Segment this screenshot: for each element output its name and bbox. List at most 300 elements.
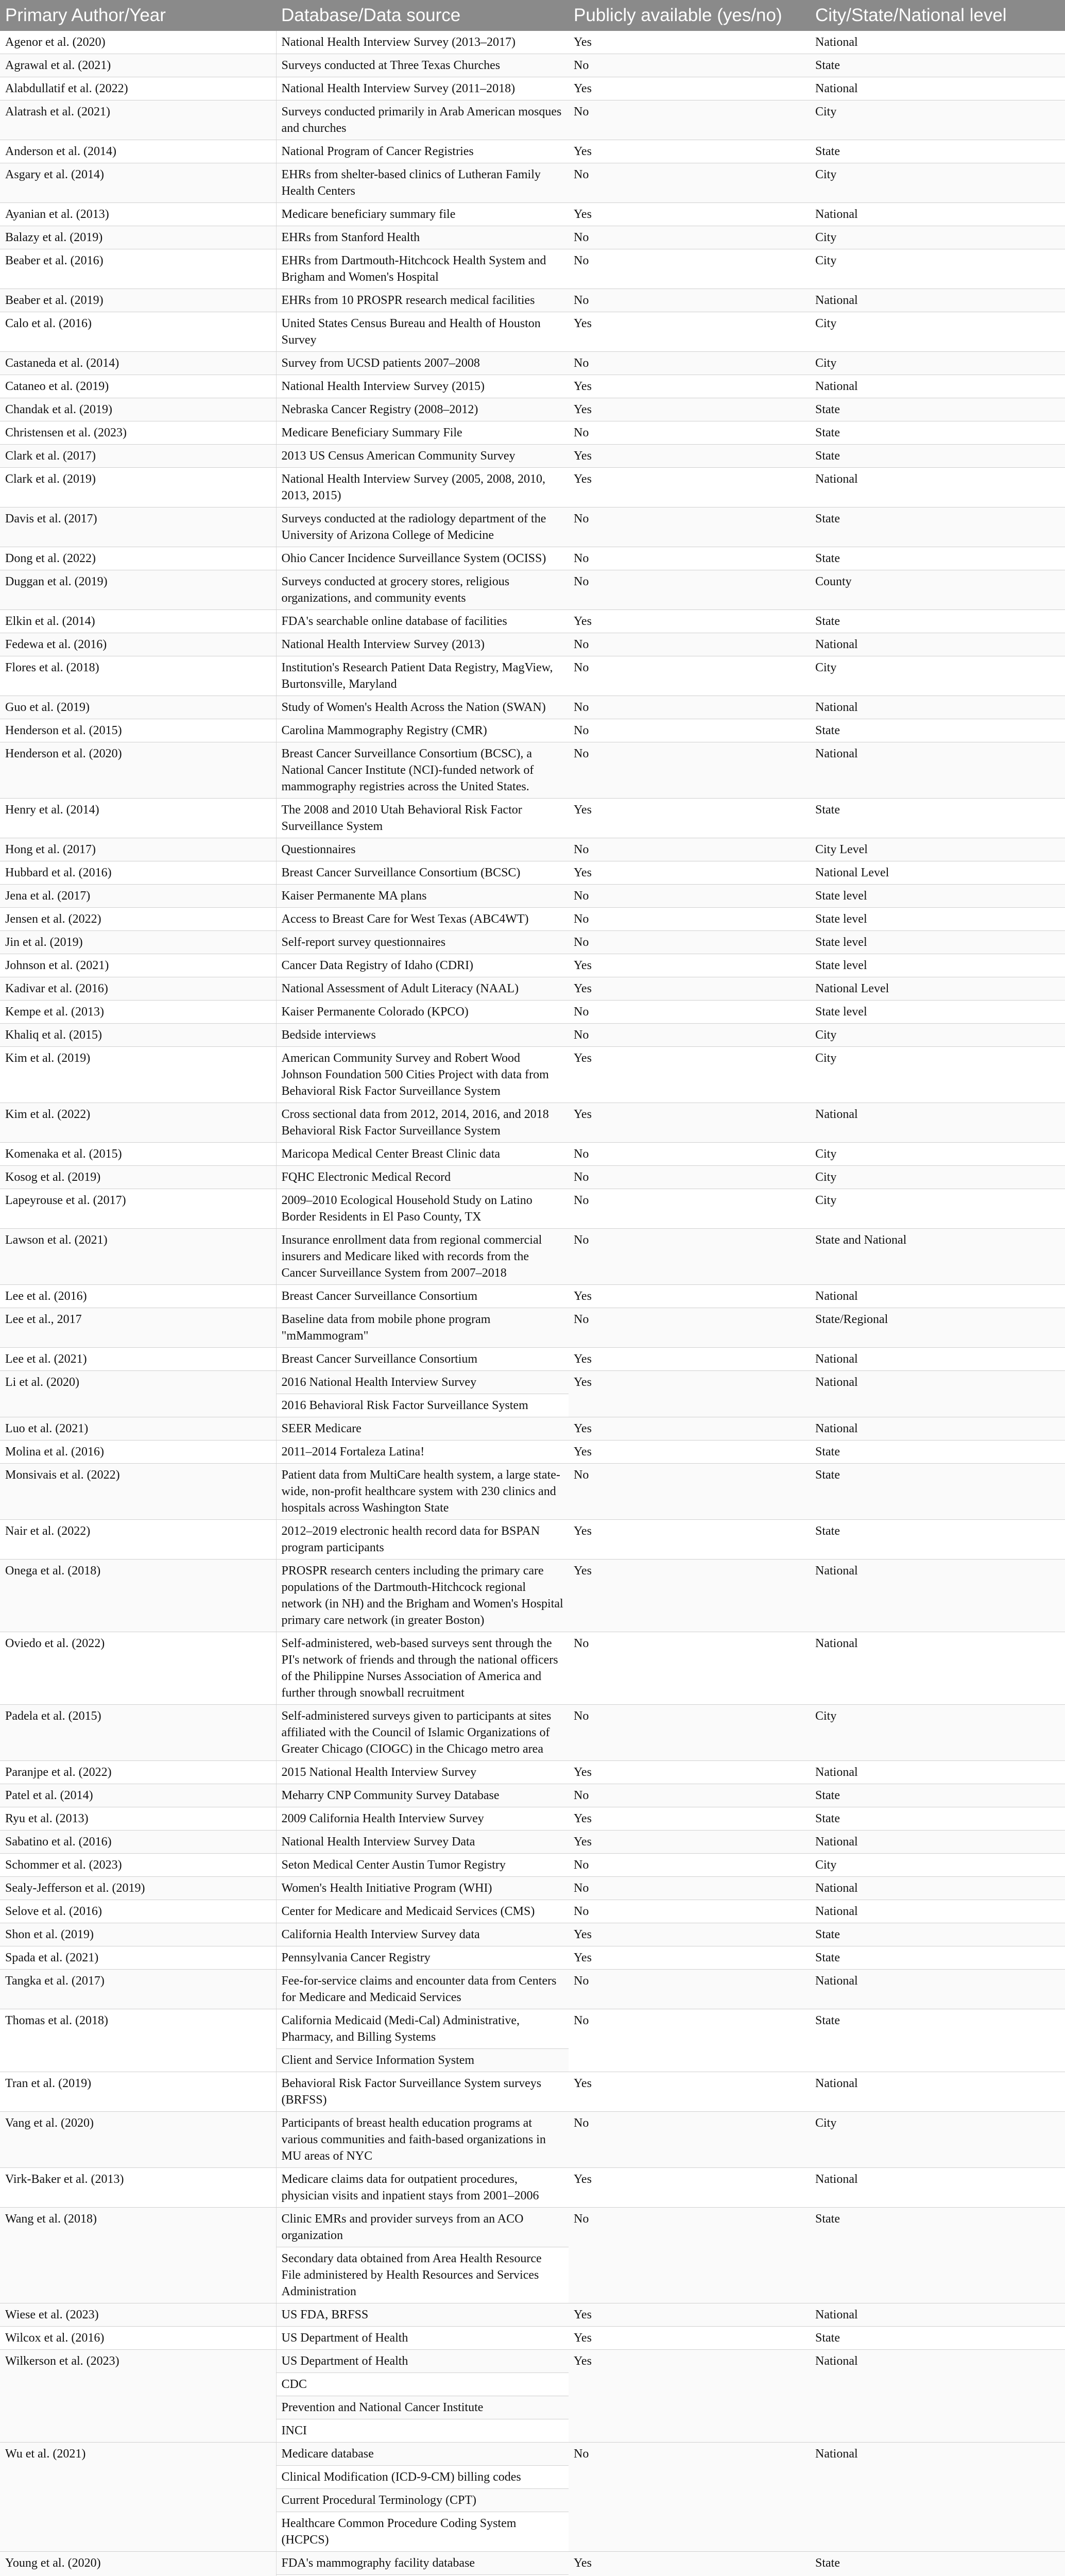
table-row (0, 1047, 1065, 1103)
level-cell: City (810, 100, 1065, 140)
source-cell: Seton Medical Center Austin Tumor Registry (276, 1854, 569, 1877)
table-row (0, 1761, 1065, 1784)
table-row (0, 1285, 1065, 1308)
level-cell: National (810, 1970, 1065, 2009)
source-cell: Survey from UCSD patients 2007–2008 (276, 352, 569, 375)
table-row (0, 908, 1065, 931)
table-row (0, 2072, 1065, 2112)
source-cell: FDA's searchable online database of facilities (276, 610, 569, 633)
source-cell: PROSPR research centers including the primary care populations of the Dartmouth-Hitchcock regional network (in NH) and the Brigham and Women's Hospital primary care network (in greater Boston) (276, 1560, 569, 1632)
public-cell: Yes (569, 977, 810, 1001)
source-cell: Breast Cancer Surveillance Consortium (BCSC), a National Cancer Institute (NCI)-funded network of mammography registries across the United States. (276, 742, 569, 799)
level-cell: National (810, 468, 1065, 507)
source-cell: FQHC Electronic Medical Record (276, 1166, 569, 1189)
author-cell: Luo et al. (2021) (0, 1417, 276, 1440)
source-cell: Breast Cancer Surveillance Consortium (276, 1285, 569, 1308)
author-cell: Paranjpe et al. (2022) (0, 1761, 276, 1784)
level-cell: National (810, 1560, 1065, 1632)
table-body (0, 31, 1065, 2576)
level-cell: City (810, 2112, 1065, 2168)
level-cell: National (810, 742, 1065, 799)
table-row (0, 1229, 1065, 1285)
public-cell: Yes (569, 1923, 810, 1946)
public-cell: Yes (569, 31, 810, 54)
public-cell: No (569, 249, 810, 289)
level-cell: County (810, 570, 1065, 610)
source-cell: National Health Interview Survey (2013) (276, 633, 569, 656)
author-cell: Kim et al. (2022) (0, 1103, 276, 1143)
level-cell: National (810, 1348, 1065, 1371)
table-row (0, 1001, 1065, 1024)
public-cell: Yes (569, 799, 810, 838)
author-cell: Agrawal et al. (2021) (0, 54, 276, 77)
level-cell: State (810, 799, 1065, 838)
table-row (0, 633, 1065, 656)
source-cell: Breast Cancer Surveillance Consortium (276, 1348, 569, 1371)
level-cell: City Level (810, 838, 1065, 861)
source-cell: 2013 US Census American Community Survey (276, 445, 569, 468)
author-cell: Henderson et al. (2015) (0, 719, 276, 742)
public-cell: No (569, 226, 810, 249)
public-cell: No (569, 54, 810, 77)
source-cell: Meharry CNP Community Survey Database (276, 1784, 569, 1807)
source-cell: Cancer Data Registry of Idaho (CDRI) (276, 954, 569, 977)
table-row (0, 885, 1065, 908)
table-row (0, 31, 1065, 54)
author-cell: Hong et al. (2017) (0, 838, 276, 861)
author-cell: Virk-Baker et al. (2013) (0, 2168, 276, 2208)
header-level: City/State/National level (810, 0, 1065, 31)
table-row (0, 2552, 1065, 2575)
author-cell: Johnson et al. (2021) (0, 954, 276, 977)
table-row (0, 1520, 1065, 1560)
source-cell: National Health Interview Survey Data (276, 1831, 569, 1854)
source-cell: National Program of Cancer Registries (276, 140, 569, 163)
level-cell: City (810, 1854, 1065, 1877)
author-cell: Wu et al. (2021) (0, 2443, 276, 2552)
table-row (0, 1807, 1065, 1831)
level-cell: State (810, 1784, 1065, 1807)
table-row (0, 719, 1065, 742)
public-cell: Yes (569, 610, 810, 633)
public-cell: Yes (569, 1761, 810, 1784)
header-public: Publicly available (yes/no) (569, 0, 810, 31)
source-cell: Access to Breast Care for West Texas (ABC4WT) (276, 908, 569, 931)
public-cell: Yes (569, 2350, 810, 2443)
table-row (0, 507, 1065, 547)
level-cell: National (810, 696, 1065, 719)
public-cell: Yes (569, 1103, 810, 1143)
source-cell: National Health Interview Survey (2005, 2008, 2010, 2013, 2015) (276, 468, 569, 507)
source-cell: California Medicaid (Medi-Cal) Administrative, Pharmacy, and Billing Systems (276, 2009, 569, 2049)
level-cell: State (810, 547, 1065, 570)
author-cell: Clark et al. (2017) (0, 445, 276, 468)
table-row (0, 312, 1065, 352)
source-cell: Secondary data obtained from Area Health Resource File administered by Health Resources and Services Administration (276, 2247, 569, 2303)
author-cell: Agenor et al. (2020) (0, 31, 276, 54)
level-cell: State (810, 1946, 1065, 1970)
public-cell: Yes (569, 2327, 810, 2350)
author-cell: Fedewa et al. (2016) (0, 633, 276, 656)
table-row (0, 547, 1065, 570)
table-row (0, 861, 1065, 885)
table-row (0, 203, 1065, 226)
public-cell: No (569, 100, 810, 140)
table-row (0, 375, 1065, 398)
table-row (0, 1348, 1065, 1371)
author-cell: Wilkerson et al. (2023) (0, 2350, 276, 2443)
level-cell: City (810, 1047, 1065, 1103)
source-cell: Surveys conducted primarily in Arab American mosques and churches (276, 100, 569, 140)
author-cell: Flores et al. (2018) (0, 656, 276, 696)
table-row (0, 163, 1065, 203)
level-cell: State (810, 421, 1065, 445)
author-cell: Young et al. (2020) (0, 2552, 276, 2576)
public-cell: Yes (569, 445, 810, 468)
author-cell: Schommer et al. (2023) (0, 1854, 276, 1877)
source-cell: United States Census Bureau and Health of Houston Survey (276, 312, 569, 352)
level-cell: State (810, 54, 1065, 77)
public-cell: No (569, 1143, 810, 1166)
public-cell: Yes (569, 1946, 810, 1970)
level-cell: State (810, 1440, 1065, 1464)
author-cell: Kadivar et al. (2016) (0, 977, 276, 1001)
level-cell: State (810, 1464, 1065, 1520)
author-cell: Molina et al. (2016) (0, 1440, 276, 1464)
level-cell: National (810, 1831, 1065, 1854)
source-cell: Cross sectional data from 2012, 2014, 2016, and 2018 Behavioral Risk Factor Surveillance System (276, 1103, 569, 1143)
source-cell: 2012–2019 electronic health record data for BSPAN program participants (276, 1520, 569, 1560)
public-cell: Yes (569, 2552, 810, 2576)
public-cell: Yes (569, 203, 810, 226)
level-cell: State level (810, 931, 1065, 954)
public-cell: Yes (569, 861, 810, 885)
public-cell: Yes (569, 2303, 810, 2327)
author-cell: Chandak et al. (2019) (0, 398, 276, 421)
source-cell: Center for Medicare and Medicaid Services (CMS) (276, 1900, 569, 1923)
author-cell: Patel et al. (2014) (0, 1784, 276, 1807)
source-cell: Clinical Modification (ICD-9-CM) billing codes (276, 2466, 569, 2489)
public-cell: No (569, 908, 810, 931)
public-cell: Yes (569, 1831, 810, 1854)
source-cell: EHRs from Dartmouth-Hitchcock Health System and Brigham and Women's Hospital (276, 249, 569, 289)
source-cell: SEER Medicare (276, 1417, 569, 1440)
public-cell: No (569, 1970, 810, 2009)
level-cell: National Level (810, 861, 1065, 885)
source-cell: Bedside interviews (276, 1024, 569, 1047)
source-cell: US Department of Health (276, 2327, 569, 2350)
table-row (0, 226, 1065, 249)
public-cell: No (569, 1854, 810, 1877)
table-row (0, 610, 1065, 633)
public-cell: Yes (569, 954, 810, 977)
source-cell: Fee-for-service claims and encounter data from Centers for Medicare and Medicaid Services (276, 1970, 569, 2009)
public-cell: Yes (569, 468, 810, 507)
author-cell: Castaneda et al. (2014) (0, 352, 276, 375)
author-cell: Sabatino et al. (2016) (0, 1831, 276, 1854)
public-cell: No (569, 2208, 810, 2303)
author-cell: Clark et al. (2019) (0, 468, 276, 507)
source-cell: Kaiser Permanente MA plans (276, 885, 569, 908)
author-cell: Lee et al., 2017 (0, 1308, 276, 1348)
public-cell: No (569, 2443, 810, 2552)
author-cell: Jena et al. (2017) (0, 885, 276, 908)
table-row (0, 289, 1065, 312)
author-cell: Lee et al. (2016) (0, 1285, 276, 1308)
table-row (0, 977, 1065, 1001)
level-cell: State and National (810, 1229, 1065, 1285)
public-cell: No (569, 1308, 810, 1348)
author-cell: Duggan et al. (2019) (0, 570, 276, 610)
public-cell: Yes (569, 1348, 810, 1371)
public-cell: No (569, 633, 810, 656)
table-header (0, 0, 1065, 31)
public-cell: No (569, 352, 810, 375)
source-cell: US FDA, BRFSS (276, 2303, 569, 2327)
public-cell: No (569, 1001, 810, 1024)
author-cell: Jin et al. (2019) (0, 931, 276, 954)
author-cell: Hubbard et al. (2016) (0, 861, 276, 885)
header-author: Primary Author/Year (0, 0, 276, 31)
public-cell: No (569, 1900, 810, 1923)
author-cell: Li et al. (2020) (0, 1371, 276, 1417)
source-cell: Surveys conducted at Three Texas Churches (276, 54, 569, 77)
level-cell: City (810, 352, 1065, 375)
level-cell: National (810, 633, 1065, 656)
level-cell: National (810, 1417, 1065, 1440)
author-cell: Ayanian et al. (2013) (0, 203, 276, 226)
author-cell: Kosog et al. (2019) (0, 1166, 276, 1189)
author-cell: Alatrash et al. (2021) (0, 100, 276, 140)
table-row (0, 2112, 1065, 2168)
source-cell: 2016 National Health Interview Survey (276, 1371, 569, 1394)
public-cell: Yes (569, 140, 810, 163)
level-cell: National (810, 2303, 1065, 2327)
source-cell: American Community Survey and Robert Wood Johnson Foundation 500 Cities Project with data from Behavioral Risk Factor Surveillance System (276, 1047, 569, 1103)
table-row (0, 468, 1065, 507)
source-cell: Self-administered, web-based surveys sent through the PI's network of friends and through the national officers of the Philippine Nurses Association of America and further through snowball recruitment (276, 1632, 569, 1705)
source-cell: Medicare Beneficiary Summary File (276, 421, 569, 445)
source-cell: EHRs from Stanford Health (276, 226, 569, 249)
public-cell: No (569, 2112, 810, 2168)
table-row (0, 799, 1065, 838)
table-row (0, 2303, 1065, 2327)
author-cell: Wiese et al. (2023) (0, 2303, 276, 2327)
public-cell: No (569, 507, 810, 547)
table-row (0, 742, 1065, 799)
author-cell: Khaliq et al. (2015) (0, 1024, 276, 1047)
level-cell: City (810, 226, 1065, 249)
table-row (0, 696, 1065, 719)
author-cell: Lapeyrouse et al. (2017) (0, 1189, 276, 1229)
level-cell: National (810, 1761, 1065, 1784)
author-cell: Dong et al. (2022) (0, 547, 276, 570)
author-cell: Asgary et al. (2014) (0, 163, 276, 203)
source-cell: Surveys conducted at the radiology department of the University of Arizona College of Medicine (276, 507, 569, 547)
level-cell: City (810, 1166, 1065, 1189)
public-cell: No (569, 838, 810, 861)
author-cell: Calo et al. (2016) (0, 312, 276, 352)
public-cell: No (569, 656, 810, 696)
level-cell: State (810, 610, 1065, 633)
table-row (0, 1103, 1065, 1143)
public-cell: Yes (569, 1285, 810, 1308)
level-cell: State (810, 2208, 1065, 2303)
table-row (0, 352, 1065, 375)
level-cell: National (810, 1371, 1065, 1417)
public-cell: Yes (569, 398, 810, 421)
public-cell: Yes (569, 2168, 810, 2208)
source-cell: Prevention and National Cancer Institute (276, 2396, 569, 2419)
table-row (0, 1308, 1065, 1348)
public-cell: No (569, 289, 810, 312)
source-cell: INCI (276, 2419, 569, 2443)
source-cell: EHRs from shelter-based clinics of Lutheran Family Health Centers (276, 163, 569, 203)
author-cell: Komenaka et al. (2015) (0, 1143, 276, 1166)
source-cell: 2009–2010 Ecological Household Study on Latino Border Residents in El Paso County, TX (276, 1189, 569, 1229)
source-cell: 2016 Behavioral Risk Factor Surveillance System (276, 1394, 569, 1417)
table-row (0, 570, 1065, 610)
level-cell: State (810, 2327, 1065, 2350)
source-cell: Kaiser Permanente Colorado (KPCO) (276, 1001, 569, 1024)
level-cell: State (810, 1923, 1065, 1946)
level-cell: City (810, 1705, 1065, 1761)
public-cell: Yes (569, 375, 810, 398)
table-row (0, 1560, 1065, 1632)
public-cell: Yes (569, 77, 810, 100)
table-row (0, 398, 1065, 421)
author-cell: Padela et al. (2015) (0, 1705, 276, 1761)
public-cell: Yes (569, 1417, 810, 1440)
table-row (0, 1854, 1065, 1877)
level-cell: City (810, 312, 1065, 352)
source-cell: Study of Women's Health Across the Nation (SWAN) (276, 696, 569, 719)
source-cell: National Health Interview Survey (2011–2018) (276, 77, 569, 100)
public-cell: Yes (569, 1371, 810, 1417)
level-cell: State level (810, 908, 1065, 931)
level-cell: City (810, 1189, 1065, 1229)
table-row (0, 249, 1065, 289)
author-cell: Kempe et al. (2013) (0, 1001, 276, 1024)
public-cell: No (569, 931, 810, 954)
table-row (0, 1705, 1065, 1761)
level-cell: State (810, 719, 1065, 742)
public-cell: No (569, 1705, 810, 1761)
author-cell: Shon et al. (2019) (0, 1923, 276, 1946)
level-cell: National (810, 31, 1065, 54)
source-cell: 2015 National Health Interview Survey (276, 1761, 569, 1784)
public-cell: Yes (569, 1520, 810, 1560)
level-cell: National (810, 1103, 1065, 1143)
author-cell: Sealy-Jefferson et al. (2019) (0, 1877, 276, 1900)
level-cell: National (810, 77, 1065, 100)
author-cell: Lee et al. (2021) (0, 1348, 276, 1371)
table-row (0, 445, 1065, 468)
public-cell: No (569, 1632, 810, 1705)
table-row (0, 1923, 1065, 1946)
source-cell: Institution's Research Patient Data Registry, MagView, Burtonsville, Maryland (276, 656, 569, 696)
public-cell: No (569, 1229, 810, 1285)
level-cell: City (810, 656, 1065, 696)
level-cell: National (810, 2168, 1065, 2208)
table-row (0, 838, 1065, 861)
table-row (0, 1143, 1065, 1166)
author-cell: Jensen et al. (2022) (0, 908, 276, 931)
source-cell: Clinic EMRs and provider surveys from an ACO organization (276, 2208, 569, 2247)
public-cell: Yes (569, 1047, 810, 1103)
public-cell: No (569, 547, 810, 570)
level-cell: City (810, 1024, 1065, 1047)
source-cell: Patient data from MultiCare health system, a large state-wide, non-profit healthcare system with 230 clinics and hospitals across Washington State (276, 1464, 569, 1520)
source-cell: The 2008 and 2010 Utah Behavioral Risk Factor Surveillance System (276, 799, 569, 838)
table-row (0, 1024, 1065, 1047)
level-cell: State level (810, 954, 1065, 977)
table-row (0, 2327, 1065, 2350)
table-row (0, 1831, 1065, 1854)
public-cell: No (569, 421, 810, 445)
source-cell: EHRs from 10 PROSPR research medical facilities (276, 289, 569, 312)
author-cell: Ryu et al. (2013) (0, 1807, 276, 1831)
table-row (0, 656, 1065, 696)
public-cell: Yes (569, 1560, 810, 1632)
source-cell: Nebraska Cancer Registry (2008–2012) (276, 398, 569, 421)
table-row (0, 54, 1065, 77)
level-cell: National (810, 1285, 1065, 1308)
source-cell: Carolina Mammography Registry (CMR) (276, 719, 569, 742)
author-cell: Lawson et al. (2021) (0, 1229, 276, 1285)
author-cell: Guo et al. (2019) (0, 696, 276, 719)
public-cell: No (569, 1784, 810, 1807)
level-cell: State (810, 1520, 1065, 1560)
author-cell: Nair et al. (2022) (0, 1520, 276, 1560)
table-row (0, 140, 1065, 163)
public-cell: No (569, 1464, 810, 1520)
table-row (0, 1417, 1065, 1440)
table-row (0, 1784, 1065, 1807)
author-cell: Kim et al. (2019) (0, 1047, 276, 1103)
table-row (0, 77, 1065, 100)
level-cell: City (810, 163, 1065, 203)
source-cell: CDC (276, 2373, 569, 2396)
public-cell: No (569, 719, 810, 742)
source-cell: Insurance enrollment data from regional commercial insurers and Medicare liked with records from the Cancer Surveillance System from 2007–2018 (276, 1229, 569, 1285)
source-cell: Surveys conducted at grocery stores, religious organizations, and community events (276, 570, 569, 610)
source-cell: Ohio Cancer Incidence Surveillance System (OCISS) (276, 547, 569, 570)
level-cell: State (810, 1807, 1065, 1831)
level-cell: City (810, 1143, 1065, 1166)
author-cell: Oviedo et al. (2022) (0, 1632, 276, 1705)
level-cell: National (810, 289, 1065, 312)
level-cell: State (810, 2552, 1065, 2576)
table-row (0, 2443, 1065, 2466)
author-cell: Christensen et al. (2023) (0, 421, 276, 445)
level-cell: City (810, 249, 1065, 289)
public-cell: No (569, 1877, 810, 1900)
level-cell: National (810, 2350, 1065, 2443)
public-cell: No (569, 696, 810, 719)
level-cell: State (810, 140, 1065, 163)
public-cell: No (569, 1166, 810, 1189)
public-cell: No (569, 742, 810, 799)
level-cell: National (810, 2443, 1065, 2552)
author-cell: Beaber et al. (2019) (0, 289, 276, 312)
table-row (0, 1877, 1065, 1900)
public-cell: No (569, 1024, 810, 1047)
public-cell: Yes (569, 312, 810, 352)
author-cell: Wang et al. (2018) (0, 2208, 276, 2303)
level-cell: State (810, 507, 1065, 547)
table-row (0, 931, 1065, 954)
